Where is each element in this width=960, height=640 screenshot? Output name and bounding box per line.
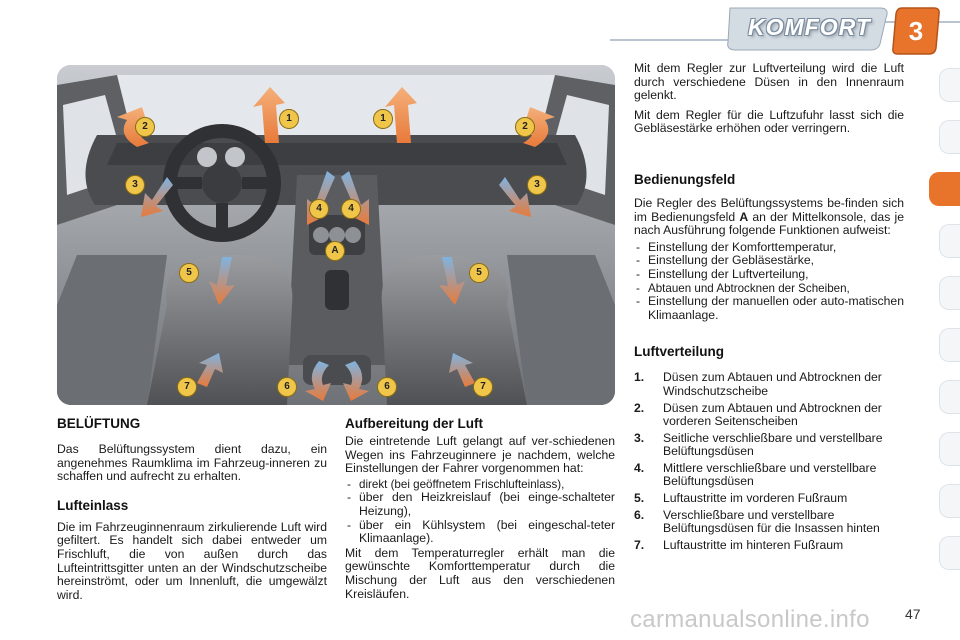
callout-3-right: 3 — [527, 175, 547, 195]
chapter-tabs — [938, 68, 960, 578]
section-title-luftverteilung: Luftverteilung — [634, 344, 724, 360]
bedienungsfeld-text-pre: Die Regler des Belüftungssystems be-finden sich im Bedienungsfeld — [634, 195, 904, 224]
item-number: 6. — [634, 507, 645, 522]
callout-5-right: 5 — [469, 263, 489, 283]
section-title-lufteinlass: Lufteinlass — [57, 497, 129, 513]
list-item — [634, 509, 904, 536]
chapter-tab-7[interactable] — [939, 380, 960, 414]
bedienungsfeld-text-post: an der Mittelkonsole, das je nach Ausführung folgende Funktionen aufweist: — [634, 209, 904, 238]
luftverteilung-list — [634, 371, 904, 552]
control-panel-label: A — [739, 209, 749, 224]
item-text: Seitliche verschließbare und verstellbare Belüftungsdüsen — [663, 430, 883, 459]
aufbereitung-list — [345, 478, 615, 546]
aufbereitung-intro: Die eintretende Luft gelangt auf ver-schiedenen Wegen ins Fahrzeuginnere je nachdem, welche Einstellungen der Fahrer vorgenommen hat: — [345, 434, 615, 476]
chapter-tab-1[interactable] — [939, 68, 960, 102]
watermark: carmanualsonline.info — [630, 606, 870, 633]
ventilation-figure — [57, 65, 615, 405]
list-item: - Einstellung der manuellen oder auto-matischen Klimaanlage. — [634, 295, 904, 322]
regler-luftverteilung-text: Mit dem Regler zur Luftverteilung wird die Luft durch verschiedene Düsen in den Innenraum gelenkt. — [634, 61, 904, 103]
list-item — [634, 539, 904, 553]
callout-1-right: 1 — [373, 109, 393, 129]
chapter-tab-8[interactable] — [939, 432, 960, 466]
lufteinlass-text: Die im Fahrzeuginnenraum zirkulierende Luft wird gefiltert. Es handelt sich dabei entweder um Frischluft, die von außen durch das Lufteintrittsgitter unten an der Windschutzscheibe hereinströmt, oder um Innenluft, die umgewälzt wird. — [57, 519, 327, 602]
list-item: - über den Heizkreislauf (bei einge-schalteter Heizung), — [345, 491, 615, 518]
item-text: Düsen zum Abtauen und Abtrocknen der Windschutzscheibe — [663, 370, 882, 398]
chapter-tab-4[interactable] — [939, 224, 960, 258]
item-number: 5. — [634, 491, 645, 506]
list-item: - über ein Kühlsystem (bei eingeschal-teter Klimaanlage). — [345, 519, 615, 546]
belueftung-intro: Das Belüftungssystem dient dazu, ein angenehmes Raumklima im Fahrzeug-inneren zu schaffen und aufrecht zu erhalten. — [57, 442, 327, 484]
chapter-tab-2[interactable] — [939, 120, 960, 154]
callout-7-right: 7 — [473, 377, 493, 397]
callout-3-left: 3 — [125, 175, 145, 195]
chapter-tab-3-active[interactable] — [929, 172, 960, 206]
bedienungsfeld-text — [634, 197, 904, 238]
chapter-tab-10[interactable] — [939, 536, 960, 570]
section-title-belueftung: BELÜFTUNG — [57, 416, 141, 431]
regler-luftzufuhr-text: Mit dem Regler für die Luftzufuhr lasst sich die Gebläsestärke erhöhen oder verringern. — [634, 107, 904, 136]
item-number: 2. — [634, 400, 645, 415]
list-item: - Einstellung der Luftverteilung, — [634, 268, 904, 282]
section-title-bedienungsfeld: Bedienungsfeld — [634, 171, 736, 187]
list-item: - Einstellung der Komforttemperatur, — [634, 241, 904, 255]
callout-2-right: 2 — [515, 117, 535, 137]
section-title-aufbereitung: Aufbereitung der Luft — [345, 416, 483, 431]
chapter-tab-9[interactable] — [939, 484, 960, 518]
list-item: - direkt (bei geöffnetem Frischlufteinlass), — [345, 478, 615, 492]
item-text: Luftaustritte im hinteren Fußraum — [663, 537, 844, 552]
item-number: 3. — [634, 430, 645, 445]
car-interior-illustration — [57, 65, 615, 405]
column-right — [634, 62, 904, 555]
list-item — [634, 432, 904, 459]
callout-6-right: 6 — [377, 377, 397, 397]
callout-7-left: 7 — [177, 377, 197, 397]
callout-4-left: 4 — [309, 199, 329, 219]
column-belueftung — [57, 416, 327, 602]
list-item — [634, 462, 904, 489]
chapter-tab-5[interactable] — [939, 276, 960, 310]
list-item: - Einstellung der Gebläsestärke, — [634, 254, 904, 268]
column-aufbereitung — [345, 416, 615, 601]
callout-5-left: 5 — [179, 263, 199, 283]
item-text: Luftaustritte im vorderen Fußraum — [663, 491, 848, 506]
item-text: Mittlere verschließbare und verstellbare Belüftungsdüsen — [663, 460, 877, 489]
callout-2-left: 2 — [135, 117, 155, 137]
list-item — [634, 371, 904, 398]
chapter-tab-6[interactable] — [939, 328, 960, 362]
page-number: 47 — [905, 606, 921, 622]
list-item — [634, 492, 904, 506]
list-item: - Abtauen und Abtrocknen der Scheiben, — [634, 282, 904, 296]
item-number: 1. — [634, 370, 645, 385]
chapter-number: 3 — [908, 16, 924, 46]
list-item — [634, 402, 904, 429]
callout-1-left: 1 — [279, 109, 299, 129]
item-number: 4. — [634, 460, 645, 475]
callout-6-left: 6 — [277, 377, 297, 397]
bedienungsfeld-list — [634, 241, 904, 323]
item-text: Verschließbare und verstellbare Belüftungsdüsen für die Insassen hinten — [663, 507, 880, 536]
item-text: Düsen zum Abtauen und Abtrocknen der vorderen Seitenscheiben — [663, 400, 882, 429]
callout-a-control-panel: A — [325, 241, 345, 261]
item-number: 7. — [634, 537, 645, 552]
callout-4-right: 4 — [341, 199, 361, 219]
page-title: KOMFORT — [748, 14, 871, 40]
aufbereitung-outro: Mit dem Temperaturregler erhält man die gewünschte Komforttemperatur durch die Mischung der Luft aus den verschiedenen Kreisläufen. — [345, 545, 615, 601]
